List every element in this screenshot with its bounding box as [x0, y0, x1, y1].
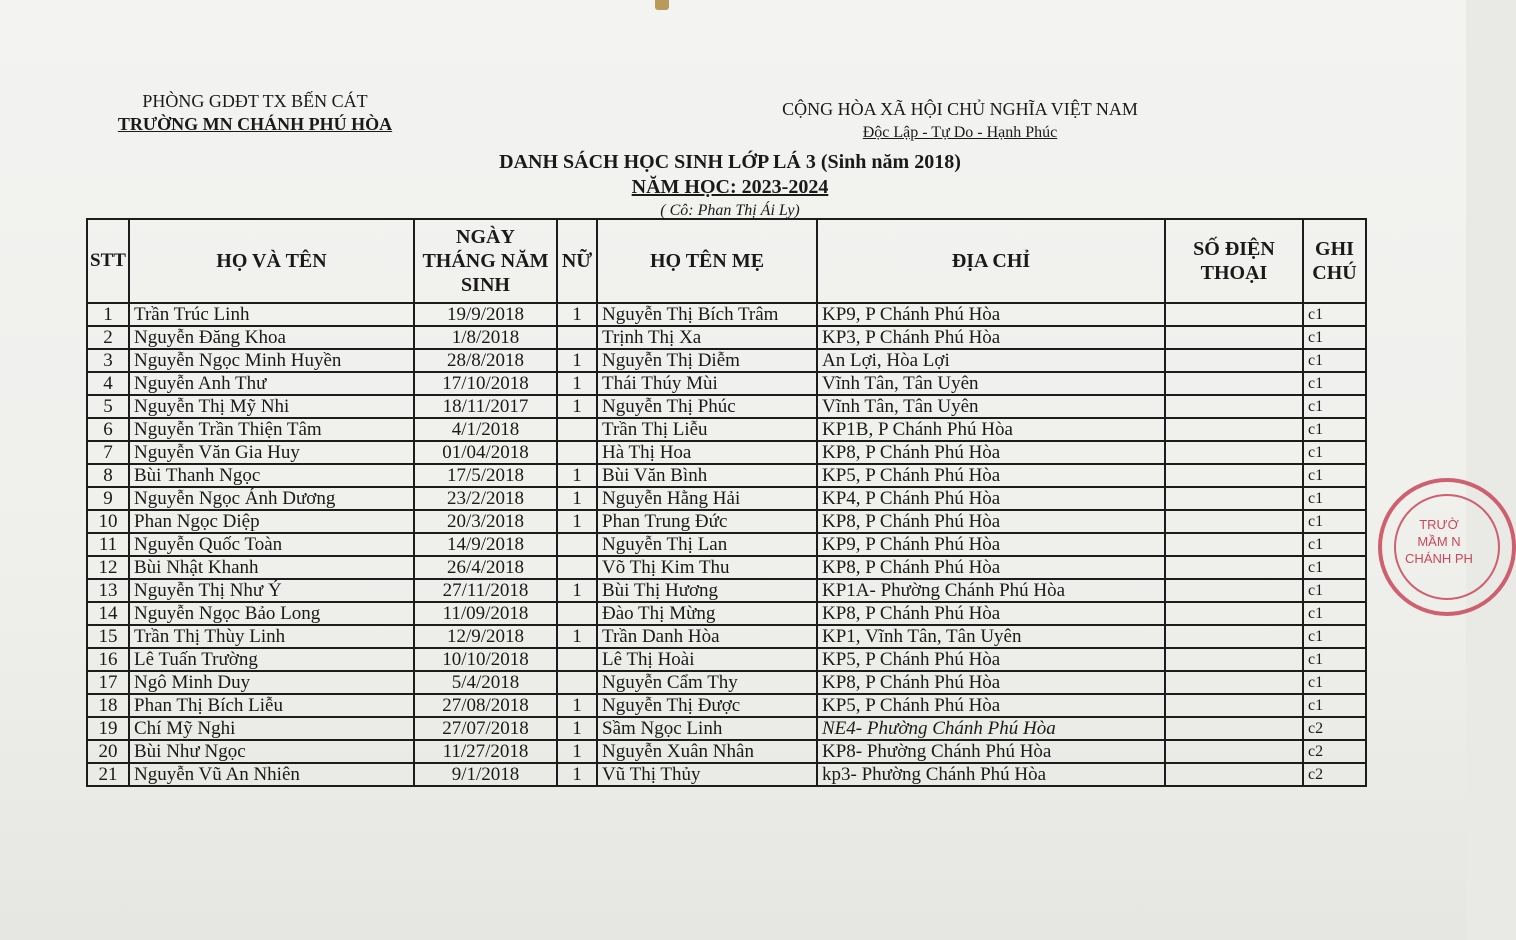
row-phone: [1165, 556, 1303, 579]
table-row: [87, 464, 1366, 487]
table-header-row: [87, 219, 1366, 303]
row-address: KP8, P Chánh Phú Hòa: [817, 441, 1165, 464]
row-stt: 7: [87, 441, 129, 464]
header-address: ĐỊA CHỈ: [817, 219, 1165, 303]
table-row: [87, 556, 1366, 579]
row-address: KP1B, P Chánh Phú Hòa: [817, 418, 1165, 441]
row-female: 1: [557, 625, 597, 648]
table-row: [87, 717, 1366, 740]
document-title: [440, 150, 1020, 200]
row-mother-name: Thái Thúy Mùi: [597, 372, 817, 395]
row-address: KP8, P Chánh Phú Hòa: [817, 671, 1165, 694]
row-mother-name: Nguyễn Xuân Nhân: [597, 740, 817, 763]
row-female: [557, 556, 597, 579]
row-stt: 1: [87, 303, 129, 326]
row-note: c1: [1303, 694, 1366, 717]
row-mother-name: Vũ Thị Thủy: [597, 763, 817, 786]
row-stt: 6: [87, 418, 129, 441]
header-name: HỌ VÀ TÊN: [129, 219, 414, 303]
row-female: [557, 326, 597, 349]
row-female: 1: [557, 579, 597, 602]
row-phone: [1165, 464, 1303, 487]
row-dob: 1/8/2018: [414, 326, 557, 349]
row-dob: 20/3/2018: [414, 510, 557, 533]
row-dob: 11/09/2018: [414, 602, 557, 625]
row-mother-name: Võ Thị Kim Thu: [597, 556, 817, 579]
row-phone: [1165, 510, 1303, 533]
row-phone: [1165, 625, 1303, 648]
row-note: c1: [1303, 372, 1366, 395]
row-note: c1: [1303, 648, 1366, 671]
row-phone: [1165, 303, 1303, 326]
row-stt: 13: [87, 579, 129, 602]
header-phone: SỐ ĐIỆN THOẠI: [1165, 219, 1303, 303]
row-dob: 23/2/2018: [414, 487, 557, 510]
row-note: c1: [1303, 464, 1366, 487]
row-address: Vĩnh Tân, Tân Uyên: [817, 395, 1165, 418]
row-mother-name: Trần Danh Hòa: [597, 625, 817, 648]
row-student-name: Nguyễn Anh Thư: [129, 372, 414, 395]
row-note: c1: [1303, 625, 1366, 648]
row-note: c2: [1303, 740, 1366, 763]
table-row: [87, 349, 1366, 372]
row-dob: 28/8/2018: [414, 349, 557, 372]
row-female: 1: [557, 740, 597, 763]
row-female: 1: [557, 372, 597, 395]
department-name: PHÒNG GDĐT TX BẾN CÁT: [142, 91, 368, 111]
row-address: KP8, P Chánh Phú Hòa: [817, 510, 1165, 533]
seal-line-3: CHÁNH PH: [1405, 551, 1473, 566]
row-student-name: Bùi Như Ngọc: [129, 740, 414, 763]
table-row: [87, 694, 1366, 717]
row-address: KP3, P Chánh Phú Hòa: [817, 326, 1165, 349]
row-student-name: Bùi Thanh Ngọc: [129, 464, 414, 487]
row-student-name: Chí Mỹ Nghi: [129, 717, 414, 740]
row-stt: 2: [87, 326, 129, 349]
table-row: [87, 579, 1366, 602]
row-note: c2: [1303, 763, 1366, 786]
row-phone: [1165, 533, 1303, 556]
row-female: [557, 602, 597, 625]
row-note: c1: [1303, 349, 1366, 372]
row-mother-name: Trần Thị Liễu: [597, 418, 817, 441]
row-address: KP1, Vĩnh Tân, Tân Uyên: [817, 625, 1165, 648]
row-female: 1: [557, 395, 597, 418]
table-row: [87, 303, 1366, 326]
row-female: 1: [557, 717, 597, 740]
row-note: c1: [1303, 441, 1366, 464]
row-student-name: Trần Trúc Linh: [129, 303, 414, 326]
row-female: 1: [557, 763, 597, 786]
row-note: c1: [1303, 533, 1366, 556]
row-phone: [1165, 418, 1303, 441]
row-address: KP9, P Chánh Phú Hòa: [817, 303, 1165, 326]
row-mother-name: Hà Thị Hoa: [597, 441, 817, 464]
row-dob: 11/27/2018: [414, 740, 557, 763]
table-row: [87, 326, 1366, 349]
header-note: GHI CHÚ: [1303, 219, 1366, 303]
row-dob: 26/4/2018: [414, 556, 557, 579]
row-stt: 9: [87, 487, 129, 510]
row-student-name: Nguyễn Vũ An Nhiên: [129, 763, 414, 786]
row-note: c2: [1303, 717, 1366, 740]
school-header: [100, 90, 410, 136]
row-student-name: Nguyễn Ngọc Ánh Dương: [129, 487, 414, 510]
row-dob: 27/11/2018: [414, 579, 557, 602]
student-table: [86, 218, 1367, 787]
row-female: [557, 418, 597, 441]
table-row: [87, 395, 1366, 418]
row-dob: 9/1/2018: [414, 763, 557, 786]
row-female: 1: [557, 349, 597, 372]
row-female: [557, 441, 597, 464]
row-student-name: Trần Thị Thùy Linh: [129, 625, 414, 648]
row-note: c1: [1303, 487, 1366, 510]
header-female: NỮ: [557, 219, 597, 303]
title-line-1: DANH SÁCH HỌC SINH LỚP LÁ 3 (Sinh năm 2018): [499, 151, 961, 173]
row-stt: 20: [87, 740, 129, 763]
row-stt: 10: [87, 510, 129, 533]
row-address: KP8- Phường Chánh Phú Hòa: [817, 740, 1165, 763]
row-address: KP9, P Chánh Phú Hòa: [817, 533, 1165, 556]
row-student-name: Nguyễn Ngọc Bảo Long: [129, 602, 414, 625]
row-stt: 3: [87, 349, 129, 372]
row-dob: 19/9/2018: [414, 303, 557, 326]
row-dob: 17/10/2018: [414, 372, 557, 395]
row-address: KP1A- Phường Chánh Phú Hòa: [817, 579, 1165, 602]
row-phone: [1165, 487, 1303, 510]
row-student-name: Nguyễn Thị Như Ý: [129, 579, 414, 602]
row-mother-name: Nguyễn Thị Được: [597, 694, 817, 717]
row-mother-name: Nguyễn Thị Bích Trâm: [597, 303, 817, 326]
table-row: [87, 533, 1366, 556]
row-student-name: Ngô Minh Duy: [129, 671, 414, 694]
row-note: c1: [1303, 510, 1366, 533]
seal-line-1: TRƯỜ: [1419, 517, 1459, 532]
row-mother-name: Nguyễn Hằng Hải: [597, 487, 817, 510]
row-mother-name: Bùi Văn Bình: [597, 464, 817, 487]
row-student-name: Nguyễn Đăng Khoa: [129, 326, 414, 349]
row-phone: [1165, 763, 1303, 786]
row-phone: [1165, 326, 1303, 349]
table-row: [87, 763, 1366, 786]
row-stt: 17: [87, 671, 129, 694]
row-note: c1: [1303, 418, 1366, 441]
row-phone: [1165, 395, 1303, 418]
row-dob: 12/9/2018: [414, 625, 557, 648]
row-address: NE4- Phường Chánh Phú Hòa: [817, 717, 1165, 740]
row-phone: [1165, 648, 1303, 671]
row-address: KP8, P Chánh Phú Hòa: [817, 602, 1165, 625]
row-dob: 27/07/2018: [414, 717, 557, 740]
row-mother-name: Nguyễn Thị Diễm: [597, 349, 817, 372]
row-note: c1: [1303, 579, 1366, 602]
row-student-name: Phan Ngọc Diệp: [129, 510, 414, 533]
row-stt: 8: [87, 464, 129, 487]
row-note: c1: [1303, 303, 1366, 326]
row-mother-name: Lê Thị Hoài: [597, 648, 817, 671]
row-female: 1: [557, 694, 597, 717]
row-student-name: Nguyễn Thị Mỹ Nhi: [129, 395, 414, 418]
row-note: c1: [1303, 395, 1366, 418]
row-address: kp3- Phường Chánh Phú Hòa: [817, 763, 1165, 786]
row-student-name: Bùi Nhật Khanh: [129, 556, 414, 579]
row-phone: [1165, 717, 1303, 740]
teacher-name: ( Cô: Phan Thị Ái Ly): [660, 202, 800, 219]
row-female: [557, 648, 597, 671]
row-address: KP4, P Chánh Phú Hòa: [817, 487, 1165, 510]
header-mother: HỌ TÊN MẸ: [597, 219, 817, 303]
row-address: KP5, P Chánh Phú Hòa: [817, 694, 1165, 717]
row-female: [557, 533, 597, 556]
row-phone: [1165, 671, 1303, 694]
row-mother-name: Trịnh Thị Xa: [597, 326, 817, 349]
row-female: 1: [557, 487, 597, 510]
row-note: c1: [1303, 326, 1366, 349]
row-stt: 19: [87, 717, 129, 740]
row-mother-name: Phan Trung Đức: [597, 510, 817, 533]
row-note: c1: [1303, 671, 1366, 694]
row-student-name: Nguyễn Quốc Toàn: [129, 533, 414, 556]
row-address: KP5, P Chánh Phú Hòa: [817, 648, 1165, 671]
table-row: [87, 740, 1366, 763]
row-female: 1: [557, 303, 597, 326]
row-student-name: Lê Tuấn Trường: [129, 648, 414, 671]
row-female: [557, 671, 597, 694]
row-phone: [1165, 349, 1303, 372]
row-student-name: Nguyễn Ngọc Minh Huyền: [129, 349, 414, 372]
row-address: An Lợi, Hòa Lợi: [817, 349, 1165, 372]
row-address: Vĩnh Tân, Tân Uyên: [817, 372, 1165, 395]
school-name: TRƯỜNG MN CHÁNH PHÚ HÒA: [117, 114, 393, 134]
seal-line-2: MẦM N: [1417, 534, 1461, 549]
row-dob: 4/1/2018: [414, 418, 557, 441]
table-row: [87, 671, 1366, 694]
table-row: [87, 441, 1366, 464]
table-row: [87, 487, 1366, 510]
binder-clip: [655, 0, 669, 10]
row-mother-name: Sầm Ngọc Linh: [597, 717, 817, 740]
row-dob: 10/10/2018: [414, 648, 557, 671]
row-stt: 14: [87, 602, 129, 625]
row-mother-name: Bùi Thị Hương: [597, 579, 817, 602]
row-dob: 18/11/2017: [414, 395, 557, 418]
row-dob: 14/9/2018: [414, 533, 557, 556]
row-stt: 15: [87, 625, 129, 648]
row-stt: 16: [87, 648, 129, 671]
row-mother-name: Đào Thị Mừng: [597, 602, 817, 625]
row-mother-name: Nguyễn Cẩm Thy: [597, 671, 817, 694]
seal-text: [1404, 516, 1474, 567]
row-phone: [1165, 740, 1303, 763]
table-row: [87, 625, 1366, 648]
row-phone: [1165, 579, 1303, 602]
national-header: [760, 98, 1160, 144]
table-row: [87, 418, 1366, 441]
row-dob: 01/04/2018: [414, 441, 557, 464]
row-dob: 5/4/2018: [414, 671, 557, 694]
table-row: [87, 648, 1366, 671]
row-dob: 27/08/2018: [414, 694, 557, 717]
national-motto: Độc Lập - Tự Do - Hạnh Phúc: [862, 124, 1058, 141]
row-mother-name: Nguyễn Thị Phúc: [597, 395, 817, 418]
table-row: [87, 602, 1366, 625]
row-stt: 21: [87, 763, 129, 786]
row-mother-name: Nguyễn Thị Lan: [597, 533, 817, 556]
row-phone: [1165, 441, 1303, 464]
row-note: c1: [1303, 556, 1366, 579]
row-student-name: Nguyễn Trần Thiện Tâm: [129, 418, 414, 441]
row-address: KP5, P Chánh Phú Hòa: [817, 464, 1165, 487]
row-female: 1: [557, 464, 597, 487]
school-year: NĂM HỌC: 2023-2024: [631, 176, 829, 198]
header-stt: STT: [87, 219, 129, 303]
row-stt: 5: [87, 395, 129, 418]
row-stt: 18: [87, 694, 129, 717]
row-phone: [1165, 602, 1303, 625]
row-note: c1: [1303, 602, 1366, 625]
row-stt: 11: [87, 533, 129, 556]
table-row: [87, 372, 1366, 395]
header-dob: NGÀY THÁNG NĂM SINH: [414, 219, 557, 303]
row-address: KP8, P Chánh Phú Hòa: [817, 556, 1165, 579]
row-stt: 4: [87, 372, 129, 395]
row-dob: 17/5/2018: [414, 464, 557, 487]
row-student-name: Nguyễn Văn Gia Huy: [129, 441, 414, 464]
row-female: 1: [557, 510, 597, 533]
row-phone: [1165, 372, 1303, 395]
table-row: [87, 510, 1366, 533]
row-phone: [1165, 694, 1303, 717]
country-name: CỘNG HÒA XÃ HỘI CHỦ NGHĨA VIỆT NAM: [782, 99, 1138, 119]
row-student-name: Phan Thị Bích Liễu: [129, 694, 414, 717]
row-stt: 12: [87, 556, 129, 579]
